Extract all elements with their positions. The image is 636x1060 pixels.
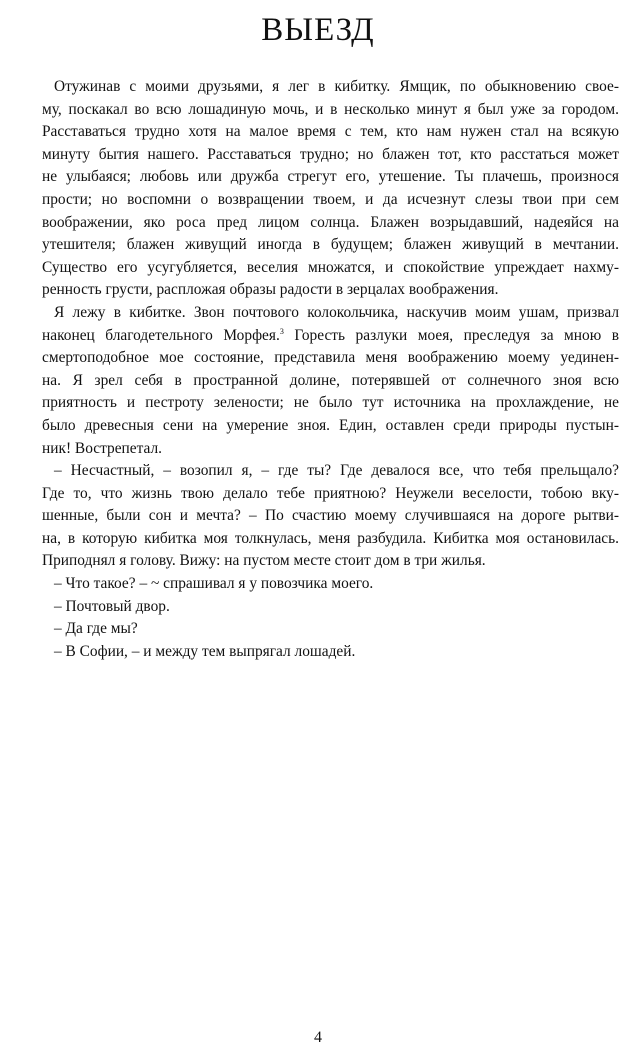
text-line: смертоподобное мое состояние, представила меня воображению моему уединен- <box>42 349 619 367</box>
page-number: 4 <box>314 1029 322 1046</box>
dialogue-line-2 <box>30 596 619 619</box>
text-line: прости; но воспомни о возвращении твоем, и да исчезнут слезы твои при сем <box>42 190 619 208</box>
text-line: – Почтовый двор. <box>54 597 170 615</box>
chapter-title: ВЫЕЗД <box>261 12 375 48</box>
text-line: на. Я зрел себя в пространной долине, потерявшей от солнечного зноя всю <box>42 371 619 389</box>
text-line-with-footnote <box>30 325 619 348</box>
text-fragment: Горесть разлуки моея, преследуя за мною в <box>283 326 619 344</box>
text-line: было древесныя сени на умерение зноя. Един, оставлен среди природы пустын- <box>42 416 619 434</box>
body-text <box>30 76 619 663</box>
text-line: му, поскакал во всю лошадиную мочь, и в несколько минут я был уже за городом. <box>42 100 619 118</box>
text-line: приятность и пестроту зелености; не было тут источника на прохлаждение, не <box>42 394 619 412</box>
text-line: – Да где мы? <box>54 620 138 638</box>
paragraph-2 <box>30 302 619 460</box>
text-line: Я лежу в кибитке. Звон почтового колокольчика, наскучив моим ушам, призвал <box>54 303 619 321</box>
text-line: минуту бытия нашего. Расставаться трудно; но блажен тот, кто расстаться может <box>42 145 619 163</box>
text-line: – В Софии, – и между тем выпрягал лошадей. <box>54 642 356 660</box>
paragraph-1 <box>30 76 619 302</box>
paragraph-3 <box>30 460 619 573</box>
text-line: Отужинав с моими друзьями, я лег в кибитку. Ямщик, по обыкновению свое- <box>54 78 619 95</box>
text-line: Приподнял я голову. Вижу: на пустом месте стоит дом в три жилья. <box>42 552 486 570</box>
text-line: ренность грусти, распложая образы радости в зерцалах воображения. <box>42 281 499 299</box>
text-line: воображении, яко роса пред лицом солнца. Блажен возрыдавший, надеяйся на <box>42 213 619 231</box>
footnote-marker: 3 <box>279 326 284 336</box>
dialogue-line-3 <box>30 618 619 641</box>
text-line: утешителя; блажен живущий иногда в будущем; блажен живущий в мечтании. <box>42 236 619 254</box>
text-line: – Несчастный, – возопил я, – где ты? Где девалося все, что тебя прельщало? <box>54 462 619 480</box>
text-line: Существо его усугубляется, веселия множатся, и спокойствие упреждает нахму- <box>42 258 619 276</box>
dialogue-line-4 <box>30 641 619 664</box>
text-line: Где то, что жизнь твою делало тебе приятною? Неужели веселости, тобою вку- <box>42 484 619 502</box>
text-line: на, в которую кибитка моя толкнулась, меня разбудила. Кибитка моя остановилась. <box>42 529 619 547</box>
text-line: шенные, были сон и мечта? – По счастию моему случившаяся на дороге рытви- <box>42 507 619 525</box>
text-line: не улыбаяся; любовь или дружба стрегут его, утешение. Ты плачешь, произнося <box>42 168 619 186</box>
text-line: – Что такое? – ~ спрашивал я у повозчика моего. <box>54 575 374 593</box>
text-line: ник! Вострепетал. <box>42 439 163 457</box>
text-line: Расставаться трудно хотя на малое время с тем, кто нам нужен стал на всякую <box>42 123 619 141</box>
dialogue-line-1 <box>30 573 619 596</box>
text-fragment: наконец благодетельного Морфея. <box>42 326 280 344</box>
